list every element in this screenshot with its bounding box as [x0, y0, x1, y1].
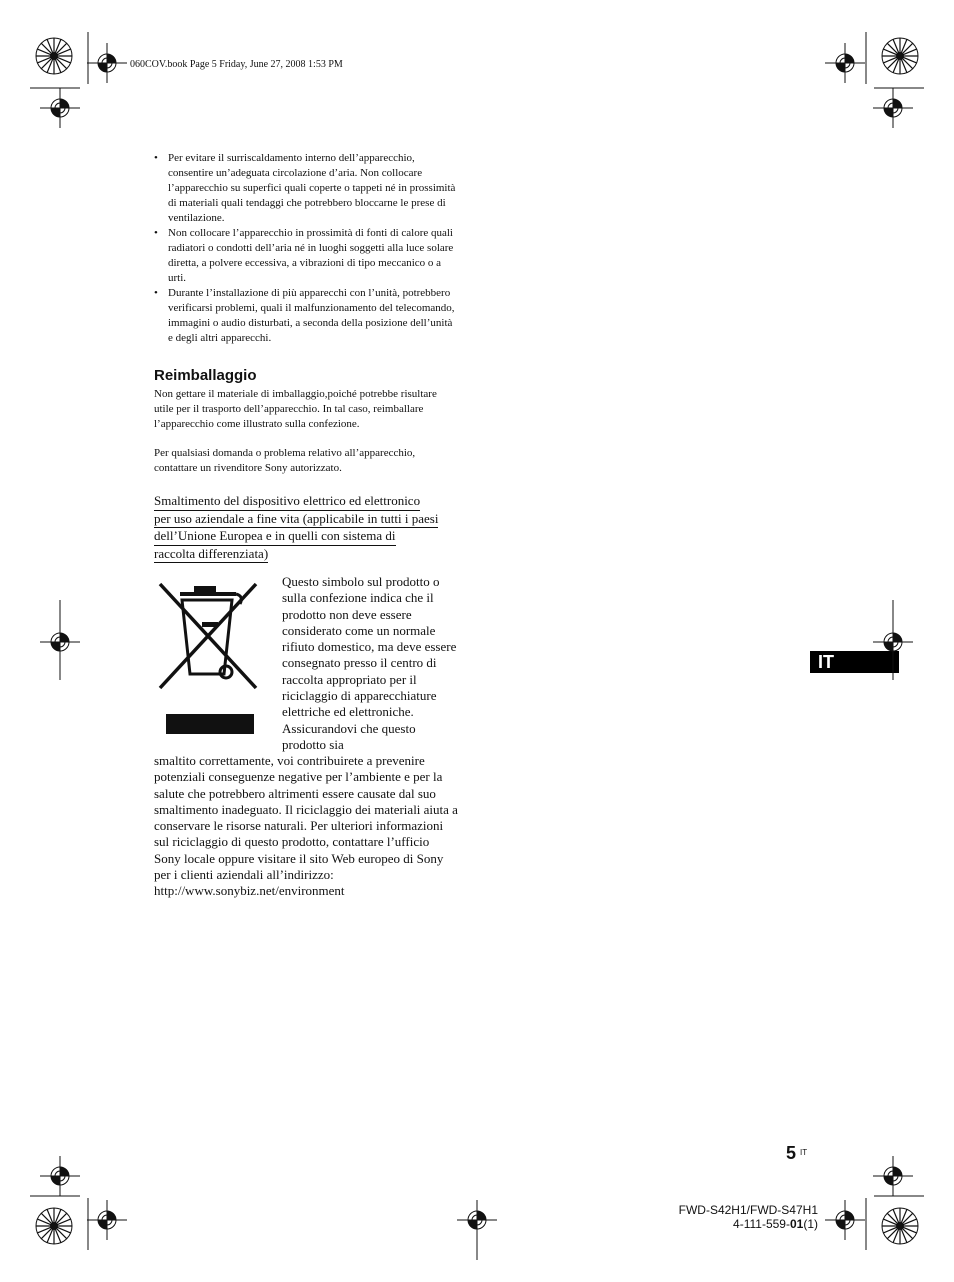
- list-item: • Non collocare l’apparecchio in prossimità di fonti di calore quali radiatori o condotti dell’aria né in luoghi soggetti alla luce solare diretta, a polvere eccessiva, a vibrazioni di tipo meccanico o a urti.: [154, 226, 459, 286]
- list-item: • Per evitare il surriscaldamento interno dell’apparecchio, consentire un’adeguata circolazione d’aria. Non collocare l’apparecchio su superfici quali coperte o tappeti né in prossimità di materiali quali tendaggi che potrebbero bloccarne le prese di ventilazione.: [154, 151, 459, 226]
- registration-mark: [40, 88, 80, 128]
- registration-mark: [825, 1200, 865, 1240]
- weee-text-beside-icon: Questo simbolo sul prodotto o sulla confezione indica che il prodotto non deve essere considerato come un normale rifiuto domestico, ma deve essere consegnato presso il centro di raccolta appropriato per il riciclaggio di apparecchiature elettriche ed elettroniche. Assicurandovi che questo prodotto sia: [282, 574, 457, 752]
- part-code-bold: 01: [789, 1217, 804, 1231]
- model-numbers: FWD-S42H1/FWD-S47H1: [678, 1203, 818, 1217]
- star-target-mark: [882, 1208, 918, 1244]
- registration-mark: [40, 622, 80, 662]
- paragraph-contact: Per qualsiasi domanda o problema relativo all’apparecchio, contattare un rivenditore Sony autorizzato.: [154, 447, 416, 474]
- weee-text-continued: [154, 753, 459, 900]
- part-code-prefix: 4-111-559-: [733, 1217, 790, 1231]
- star-target-mark: [36, 38, 72, 74]
- bullet-list: [154, 151, 459, 346]
- weee-body: smaltito correttamente, voi contribuirete a prevenire potenziali conseguenze negative per l’ambiente e per la salute che potrebbero altrimenti essere causate dal suo smaltimento inadeguato. Il riciclaggio dei materiali aiuta a conservare le risorse naturali. Per ulteriori informazioni sul riciclaggio di questo prodotto, contattare l’ufficio Sony locale oppure visitare il sito Web europeo di Sony per i clienti aziendali all’indirizzo:: [154, 753, 458, 883]
- registration-mark: [40, 1156, 80, 1196]
- book-header: 060COV.book Page 5 Friday, June 27, 2008 1:53 PM: [130, 59, 343, 70]
- registration-mark: [873, 88, 913, 128]
- star-target-mark: [36, 1208, 72, 1244]
- part-code: [660, 1217, 818, 1231]
- registration-mark: [457, 1200, 497, 1240]
- star-target-mark: [882, 38, 918, 74]
- registration-mark: [873, 1156, 913, 1196]
- model-info: [660, 1203, 818, 1231]
- weee-url-link[interactable]: http://www.sonybiz.net/environment: [154, 883, 345, 899]
- paragraph-repacking: Non gettare il materiale di imballaggio,poiché potrebbe risultare utile per il trasporto dell’apparecchio. In tal caso, reimballare l’apparecchio come illustrato sulla confezione.: [154, 388, 437, 430]
- weee-heading-line: dell’Unione Europea e in quelli con sistema di: [154, 528, 396, 546]
- weee-heading-line: raccolta differenziata): [154, 546, 268, 564]
- page-number-suffix: IT: [800, 1148, 808, 1157]
- registration-mark: [87, 1200, 127, 1240]
- crossed-out-wheelie-bin-icon: [152, 578, 260, 738]
- page-number: 5: [786, 1143, 797, 1163]
- language-tab: IT: [810, 651, 899, 673]
- weee-heading-line: Smaltimento del dispositivo elettrico ed elettronico: [154, 493, 420, 511]
- registration-mark: [825, 43, 865, 83]
- weee-heading: [154, 493, 459, 563]
- list-item: • Durante l’installazione di più apparecchi con l’unità, potrebbero verificarsi problemi, quali il malfunzionamento del telecomando, immagini o audio disturbati, a seconda della posizione dell’unità e degli altri apparecchi.: [154, 286, 459, 346]
- part-code-suffix: (1): [803, 1217, 818, 1231]
- section-heading-reimballaggio: Reimballaggio: [154, 367, 257, 384]
- weee-heading-line: per uso aziendale a fine vita (applicabile in tutti i paesi: [154, 511, 438, 529]
- registration-mark: [87, 43, 127, 83]
